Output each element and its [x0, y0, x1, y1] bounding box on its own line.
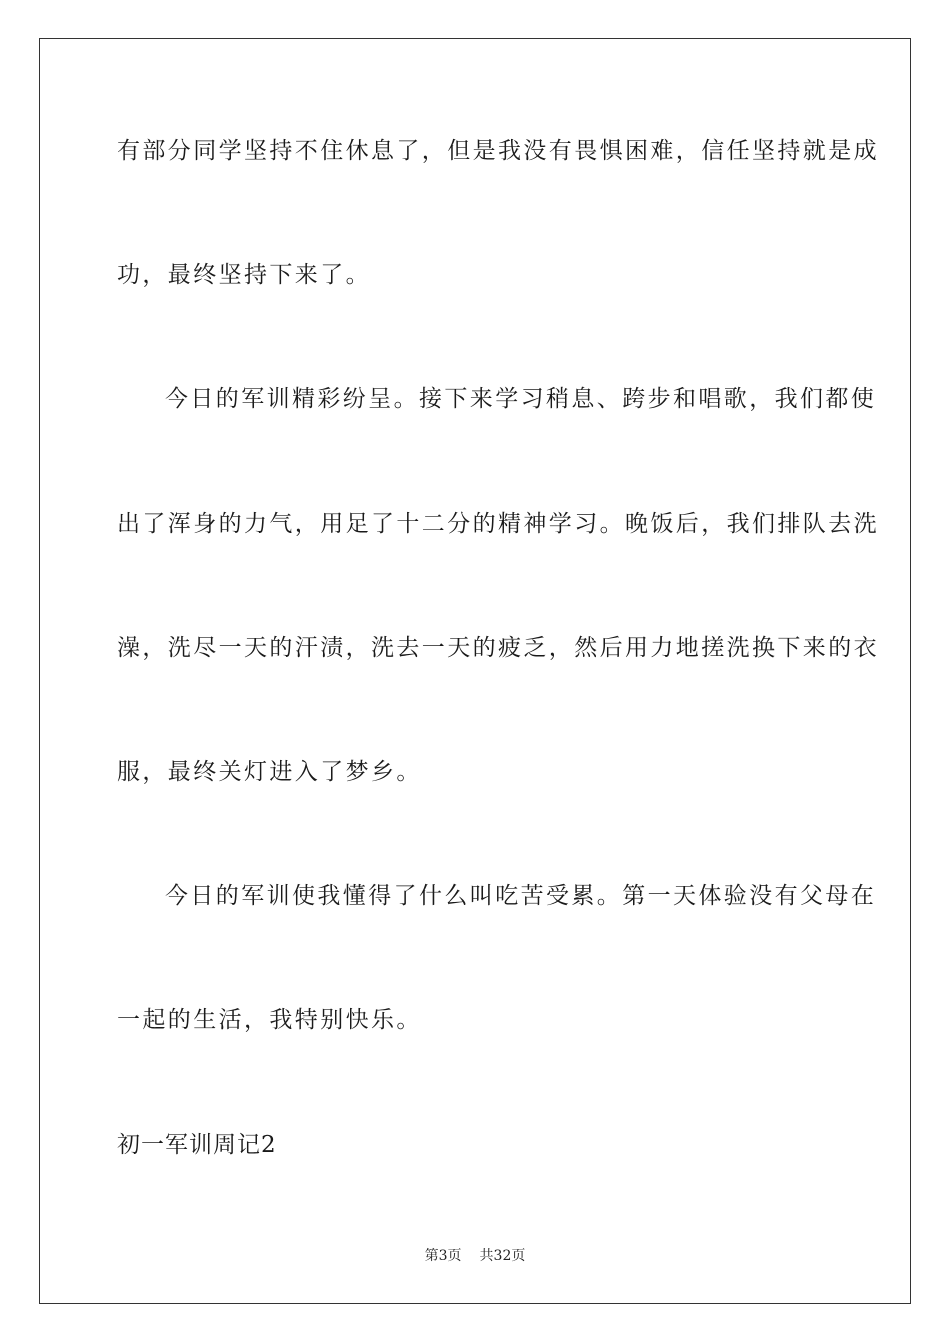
section-heading: 初一军训周记2 [117, 1132, 277, 1158]
body-line-2: 功，最终坚持下来了。 [117, 262, 371, 288]
page-total: 共32页 [479, 1248, 526, 1264]
body-line-7: 今日的军训使我懂得了什么叫吃苦受累。第一天体验没有父母在 [165, 883, 877, 909]
body-line-3: 今日的军训精彩纷呈。接下来学习稍息、跨步和唱歌，我们都使 [165, 386, 877, 412]
page-frame [39, 38, 911, 1304]
body-line-8: 一起的生活，我特别快乐。 [117, 1007, 422, 1033]
body-line-5: 澡，洗尽一天的汗渍，洗去一天的疲乏，然后用力地搓洗换下来的衣 [117, 635, 879, 661]
page-footer [0, 1247, 950, 1265]
body-line-4: 出了浑身的力气，用足了十二分的精神学习。晚饭后，我们排队去洗 [117, 511, 879, 537]
page-number: 第3页 [424, 1248, 462, 1264]
body-line-1: 有部分同学坚持不住休息了，但是我没有畏惧困难，信任坚持就是成 [117, 138, 879, 164]
body-line-6: 服，最终关灯进入了梦乡。 [117, 759, 422, 785]
